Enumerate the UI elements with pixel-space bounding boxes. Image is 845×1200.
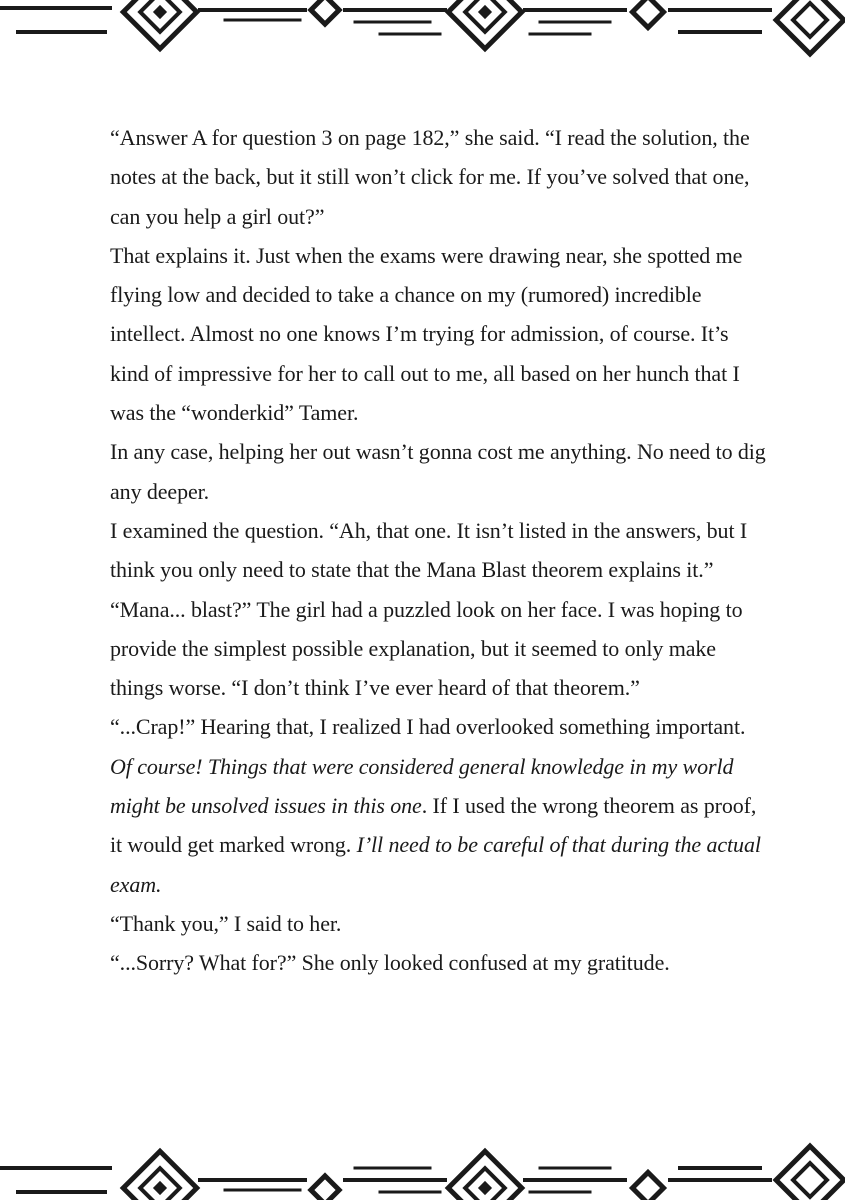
paragraph-9 [110,943,770,982]
paragraph-6-text: “...Crap!” Hearing that, I realized I had overlooked something important. [110,714,746,740]
paragraph-2 [110,236,770,432]
decorative-border-bottom [0,1140,845,1200]
paragraph-6 [110,707,770,746]
paragraph-2-text: That explains it. Just when the exams were drawing near, she spotted me flying low and decided to take a chance on my (rumored) incredible intellect. Almost no one knows I’m trying for admission, of course. It’s kind of impressive for her to call out to me, all based on her hunch that I was the “wonderkid” Tamer. [110,242,743,426]
paragraph-3-text: In any case, helping her out wasn’t gonna cost me anything. No need to dig any deeper. [110,439,766,504]
paragraph-7 [110,747,770,904]
paragraph-8 [110,904,770,943]
paragraph-5 [110,590,770,708]
paragraph-9-text: “...Sorry? What for?” She only looked confused at my gratitude. [110,950,670,976]
paragraph-3 [110,432,770,511]
page-text [110,118,770,983]
paragraph-7-text: . If I used the wrong theorem as proof, it would get marked wrong. [110,793,757,858]
paragraph-4 [110,511,770,590]
paragraph-1-text: “Answer A for question 3 on page 182,” she said. “I read the solution, the notes at the back, but it still won’t click for me. If you’ve solved that one, can you help a girl out?” [110,125,750,229]
paragraph-4-text: I examined the question. “Ah, that one. It isn’t listed in the answers, but I think you only need to state that the Mana Blast theorem explains it.” [110,517,748,583]
paragraph-8-text: “Thank you,” I said to her. [110,910,342,936]
paragraph-5-text: “Mana... blast?” The girl had a puzzled look on her face. I was hoping to provide the simplest possible explanation, but it seemed to only make things worse. “I don’t think I’ve ever heard of that theorem.” [110,596,743,701]
paragraph-7-italic-thought-2: I’ll need to be careful of that during the actual exam. [110,832,761,897]
decorative-border-top [0,0,845,60]
paragraph-1 [110,118,770,236]
paragraph-7-italic-thought: Of course! Things that were considered general knowledge in my world might be unsolved issues in this one [110,753,734,819]
